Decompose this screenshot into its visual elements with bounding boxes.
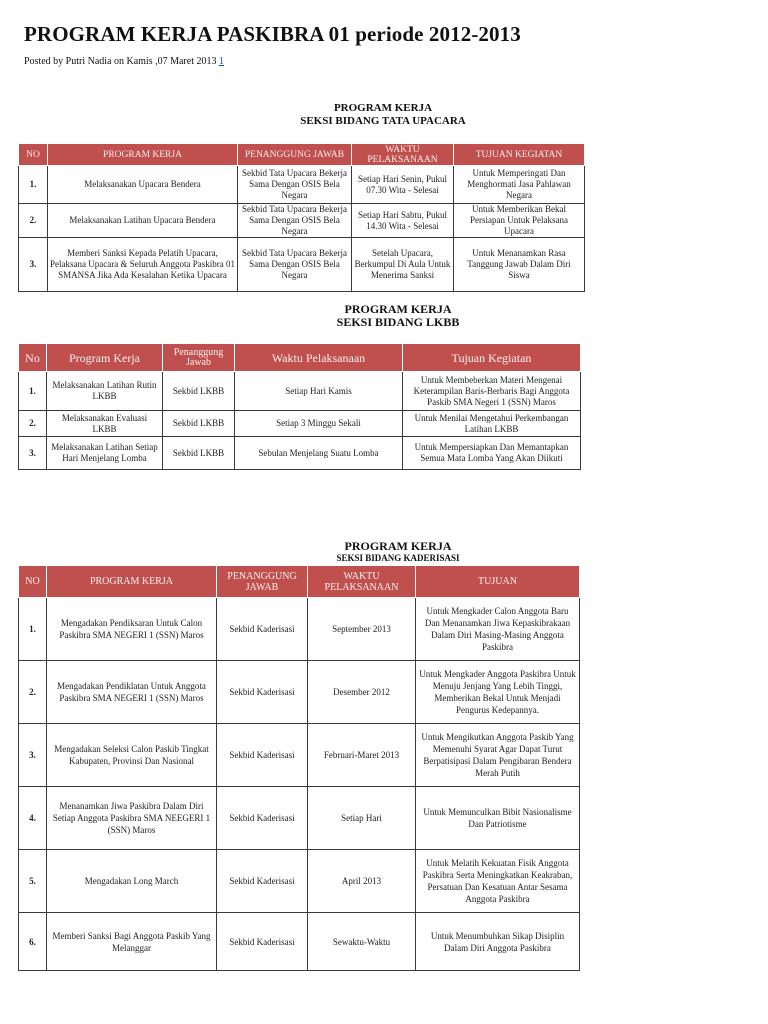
cell-no: 3. xyxy=(19,238,48,292)
cell-program: Mengadakan Pendiklatan Untuk Anggota Paskibra SMA NEGERI 1 (SSN) Maros xyxy=(47,661,217,724)
table-row xyxy=(19,372,581,411)
col-header-program: Program Kerja xyxy=(47,344,163,372)
table-row xyxy=(19,913,580,971)
section-heading-line1: PROGRAM KERJA xyxy=(333,102,433,114)
cell-no: 5. xyxy=(19,850,47,913)
cell-program: Memberi Sanksi Bagi Anggota Paskib Yang Melanggar xyxy=(47,913,217,971)
cell-program: Mengadakan Long March xyxy=(47,850,217,913)
section-heading-line1: PROGRAM KERJA xyxy=(344,302,452,316)
cell-no: 1. xyxy=(19,166,48,204)
cell-tujuan: Untuk Menilai Mengetahui Perkembangan Latihan LKBB xyxy=(403,411,581,437)
col-header-program: PROGRAM KERJA xyxy=(48,144,238,166)
cell-program: Melaksanakan Latihan Setiap Hari Menjelang Lomba xyxy=(47,437,163,470)
col-header-pj: PENANGGUNG JAWAB xyxy=(238,144,352,166)
cell-pj: Sekbid Kaderisasi xyxy=(217,724,308,787)
cell-waktu: September 2013 xyxy=(308,598,416,661)
cell-pj: Sekbid Kaderisasi xyxy=(217,661,308,724)
cell-waktu: Setiap Hari Sabtu, Pukul 14.30 Wita - Selesai xyxy=(352,204,454,238)
cell-pj: Sekbid LKBB xyxy=(163,437,235,470)
table-row xyxy=(19,661,580,724)
cell-no: 1. xyxy=(19,372,47,411)
cell-tujuan: Untuk Menumbuhkan Sikap Disiplin Dalam Diri Anggota Paskibra xyxy=(416,913,580,971)
cell-tujuan: Untuk Memperingati Dan Menghormati Jasa Pahlawan Negara xyxy=(454,166,585,204)
col-header-waktu: WAKTU PELAKSANAAN xyxy=(352,144,454,166)
table-row xyxy=(19,238,585,292)
cell-tujuan: Untuk Mengkader Calon Anggota Baru Dan Menanamkan Jiwa Kepaskibrakaan Dalam Diri Masing-Masing Anggota Paskibra xyxy=(416,598,580,661)
cell-tujuan: Untuk Membeberkan Materi Mengenai Keterampilan Baris-Berbaris Bagi Anggota Paskib SMA Negeri 1 (SSN) Maros xyxy=(403,372,581,411)
cell-program: Melaksanakan Latihan Rutin LKBB xyxy=(47,372,163,411)
cell-program: Melaksanakan Latihan Upacara Bendera xyxy=(48,204,238,238)
page-title: PROGRAM KERJA PASKIBRA 01 periode 2012-2013 xyxy=(24,22,521,46)
cell-program: Mengadakan Seleksi Calon Paskib Tingkat Kabupaten, Provinsi Dan Nasional xyxy=(47,724,217,787)
section-heading-lkbb xyxy=(248,303,548,329)
section-heading-line2: SEKSI BIDANG LKBB xyxy=(336,315,460,329)
cell-no: 3. xyxy=(19,724,47,787)
cell-program: Melaksanakan Evaluasi LKBB xyxy=(47,411,163,437)
table-row xyxy=(19,204,585,238)
cell-tujuan: Untuk Melatih Kekuatan Fisik Anggota Paskibra Serta Meningkatkan Keakraban, Persatuan Dan Kesatuan Antar Sesama Anggota Paskibra xyxy=(416,850,580,913)
cell-program: Melaksanakan Upacara Bendera xyxy=(48,166,238,204)
table-header-row xyxy=(19,566,580,598)
cell-no: 6. xyxy=(19,913,47,971)
cell-tujuan: Untuk Mengkader Anggota Paskibra Untuk Menuju Jenjang Yang Lebih Tinggi, Memberikan Bekal Untuk Menjadi Pengurus Kedepannya. xyxy=(416,661,580,724)
comment-count-link[interactable]: 1 xyxy=(218,56,224,67)
cell-tujuan: Untuk Memunculkan Bibit Nasionalisme Dan Patriotisme xyxy=(416,787,580,850)
table-row xyxy=(19,850,580,913)
cell-waktu: Setiap Hari Kamis xyxy=(235,372,403,411)
col-header-waktu: WAKTU PELAKSANAAN xyxy=(308,566,416,598)
col-header-no: No xyxy=(19,344,47,372)
col-header-no: NO xyxy=(19,566,47,598)
table-row xyxy=(19,166,585,204)
table-header-row xyxy=(19,144,585,166)
cell-no: 4. xyxy=(19,787,47,850)
cell-pj: Sekbid LKBB xyxy=(163,411,235,437)
byline-text: Posted by Putri Nadia on Kamis ,07 Maret 2013 xyxy=(24,56,217,67)
section-heading-line2: SEKSI BIDANG TATA UPACARA xyxy=(300,115,466,127)
col-header-no: NO xyxy=(19,144,48,166)
col-header-program: PROGRAM KERJA xyxy=(47,566,217,598)
cell-no: 2. xyxy=(19,661,47,724)
cell-waktu: Setiap 3 Minggu Sekali xyxy=(235,411,403,437)
cell-no: 1. xyxy=(19,598,47,661)
cell-tujuan: Untuk Mempersiapkan Dan Memantapkan Semua Mata Lomba Yang Akan Diikuti xyxy=(403,437,581,470)
cell-no: 2. xyxy=(19,411,47,437)
cell-pj: Sekbid Tata Upacara Bekerja Sama Dengan OSIS Bela Negara xyxy=(238,204,352,238)
cell-pj: Sekbid Kaderisasi xyxy=(217,913,308,971)
table-row xyxy=(19,437,581,470)
section-heading-kaderisasi xyxy=(248,540,548,563)
byline xyxy=(24,56,224,67)
col-header-pj: PENANGGUNG JAWAB xyxy=(217,566,308,598)
cell-waktu: Setiap Hari xyxy=(308,787,416,850)
table-row xyxy=(19,724,580,787)
cell-waktu: Sewaktu-Waktu xyxy=(308,913,416,971)
cell-pj: Sekbid Tata Upacara Bekerja Sama Dengan OSIS Bela Negara xyxy=(238,166,352,204)
cell-no: 3. xyxy=(19,437,47,470)
table-row xyxy=(19,411,581,437)
cell-tujuan: Untuk Memberikan Bekal Persiapan Untuk Pelaksana Upacara xyxy=(454,204,585,238)
cell-pj: Sekbid Kaderisasi xyxy=(217,850,308,913)
table-row xyxy=(19,598,580,661)
cell-waktu: Setiap Hari Senin, Pukul 07.30 Wita - Selesai xyxy=(352,166,454,204)
table-lkbb xyxy=(18,343,581,470)
cell-waktu: Setelah Upacara, Berkumpul Di Aula Untuk Menerima Sanksi xyxy=(352,238,454,292)
cell-pj: Sekbid Kaderisasi xyxy=(217,787,308,850)
table-tata-upacara xyxy=(18,143,585,292)
col-header-tujuan: TUJUAN xyxy=(416,566,580,598)
cell-pj: Sekbid LKBB xyxy=(163,372,235,411)
cell-program: Mengadakan Pendiksaran Untuk Calon Paskibra SMA NEGERI 1 (SSN) Maros xyxy=(47,598,217,661)
col-header-tujuan: Tujuan Kegiatan xyxy=(403,344,581,372)
cell-tujuan: Untuk Menanamkan Rasa Tanggung Jawab Dalam Diri Siswa xyxy=(454,238,585,292)
table-kaderisasi xyxy=(18,565,580,971)
cell-pj: Sekbid Kaderisasi xyxy=(217,598,308,661)
cell-waktu: Sebulan Menjelang Suatu Lomba xyxy=(235,437,403,470)
cell-no: 2. xyxy=(19,204,48,238)
section-heading-tata-upacara xyxy=(233,102,533,128)
col-header-waktu: Waktu Pelaksanaan xyxy=(235,344,403,372)
cell-waktu: Februari-Maret 2013 xyxy=(308,724,416,787)
cell-program: Menanamkan Jiwa Paskibra Dalam Diri Setiap Anggota Paskibra SMA NEEGERI 1 (SSN) Maros xyxy=(47,787,217,850)
cell-waktu: April 2013 xyxy=(308,850,416,913)
table-header-row xyxy=(19,344,581,372)
cell-tujuan: Untuk Mengikutkan Anggota Paskib Yang Memenuhi Syarat Agar Dapat Turut Berpatisipasi Dalam Pengibaran Bendera Merah Putih xyxy=(416,724,580,787)
cell-waktu: Desember 2012 xyxy=(308,661,416,724)
cell-pj: Sekbid Tata Upacara Bekerja Sama Dengan OSIS Bela Negara xyxy=(238,238,352,292)
cell-program: Memberi Sanksi Kepada Pelatih Upacara, Pelaksana Upacara & Seluruh Anggota Paskibra 01 SMANSA Jika Ada Kesalahan Ketika Upacara xyxy=(48,238,238,292)
section-heading-line1: PROGRAM KERJA xyxy=(344,539,452,553)
col-header-pj: Penanggung Jawab xyxy=(163,344,235,372)
section-heading-line2: SEKSI BIDANG KADERISASI xyxy=(336,553,460,563)
col-header-tujuan: TUJUAN KEGIATAN xyxy=(454,144,585,166)
table-row xyxy=(19,787,580,850)
